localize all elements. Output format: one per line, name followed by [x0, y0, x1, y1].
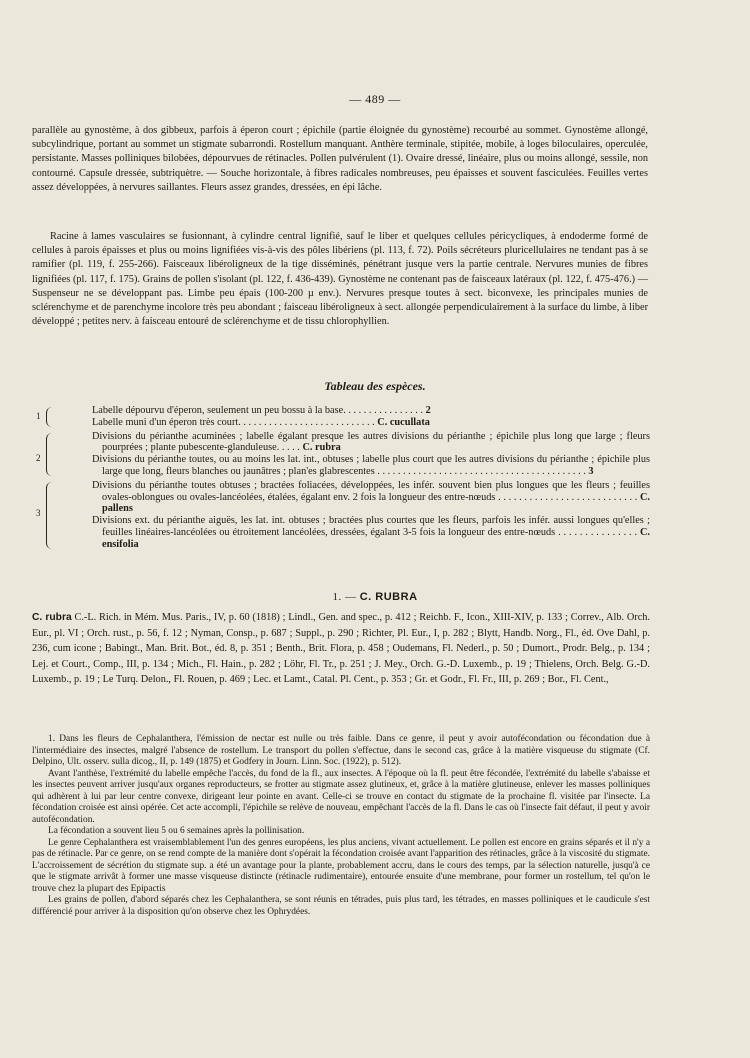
- key-group-1: [30, 405, 650, 429]
- intro-paragraph-2: Racine à lames vasculaires se fusionnant, à cylindre central lignifié, sauf le liber et quelques cellules péricycliques, à endoderme formé de cellules à parois épaisses et plus ou moins lignifiées vis-à-vis des pôles libériens (pl. 113, f. 72). Poils sécréteurs pluricellulaires ne tendant pas à se ramifier (pl. 119, f. 255-266). Faisceaux libéroligneux de la tige disséminés, pénétrant jusque vers la partie centrale. Nervures munies de fibres lignifiées (pl. 117, f. 175). Grains de pollen s'isolant (pl. 122, f. 436-439). Gynostème ne contenant pas de faisceaux latéraux (pl. 122, f. 475-476.) — Suspenseur ne se développant pas. Limbe peu épais (100-200 µ env.). Nervures presque toutes à sect. biconvexe, les principales munies de sclérenchyme et de parenchyme incolore très peu abondant ; faisceau libéroligneux à sect. allongée perpendiculairement à la surface du limbe, à liber développé ; petites nerv. à faisceau entouré de sclérenchyme et de tissu chlorophyllien.: [32, 231, 648, 328]
- key-group-3: [30, 480, 650, 551]
- footnote-paragraph: 1. Dans les fleurs de Cephalanthera, l'émission de nectar est nulle ou très faible. Dans ce genre, il peut y avoir autofécondation ou fécondation due à l'intermédiaire des insectes, malgré l'absence de rostellum. Le transport du pollen s'effectue, dans le second cas, grâce à la matière visqueuse du stigmate (Cf. Delpino, Ult. osserv. sulla dicog., II, p. 149 (1875) et Godfery in Journ. Linn. Soc. (1922), p. 512).: [32, 734, 650, 767]
- key-entry-result: C. rubra: [302, 442, 341, 454]
- key-brace: [46, 433, 55, 476]
- key-group-number: 3: [36, 507, 41, 518]
- key-entry-text: Divisions du périanthe toutes obtuses ; bractées foliacées, développées, les infér. souvent bien plus longues que les fleurs ; feuilles ovales-oblongues ou ovales-lancéolées, étalées, égalant env. 2 fois la longueur des entre-nœuds . . . . . . . . . . . . . . . . . . . . . . . . . . .: [92, 479, 650, 503]
- key-entry-text: Divisions ext. du périanthe aiguës, les lat. int. obtuses ; bractées plus courtes que les fleurs, parfois les infér. aussi longues qu'elles ; feuilles linéaires-lancéolées ou étroitement lancéolées, dressées, égalant 3-5 fois la longueur des entre-nœuds . . . . . . . . . . . . . . .: [92, 515, 650, 538]
- key-entry-result: 3: [588, 465, 594, 477]
- section-title: [0, 591, 750, 603]
- key-entry-result: C. pallens: [102, 491, 650, 515]
- key-group-number: 2: [36, 452, 41, 463]
- key-entry: [92, 515, 650, 550]
- footnote-paragraph: Les grains de pollen, d'abord séparés chez les Cephalanthera, se sont réunis en tétrades, puis plus tard, les tétrades, en masses polliniques et le caudicule s'est différencié pour arriver à la disposition qu'on observe chez les Ophrydées.: [32, 895, 650, 917]
- key-entry-text: Divisions du périanthe acuminées ; labelle égalant presque les autres divisions du périanthe ; épichile plus long que large ; fleurs pourprées ; plante pubescente-glanduleuse. . . . .: [92, 430, 650, 454]
- key-entry-text: Labelle dépourvu d'éperon, seulement un peu bossu à la base. . . . . . . . . . . . . . . .: [92, 405, 426, 416]
- footnote-paragraph: Avant l'anthèse, l'extrémité du labelle empêche l'accès, du fond de la fl., aux insectes. A l'époque où la fl. peut être fécondée, l'extrémité du labelle s'abaisse et les insectes peuvent arriver jusqu'aux organes reproducteurs, se frotter au stigmate assez glutineux, et, grâce à la matière glutineuse, enlever les masses polliniques qui adhèrent à lui par leur centre convexe, dirigeant leur pointe en avant. Celle-ci se trouve en contact du stigmate de la prochaine fl. visitée par l'insecte. La fécondation croisée est ainsi opérée. Cet acte accompli, l'épichile se relève de nouveau, empêchant l'accès de la fl. Dans le cas où l'insecte fait défaut, il peut y avoir autofécondation.: [32, 768, 650, 825]
- key-entry-result: C. ensifolia: [102, 526, 650, 550]
- species-key: [30, 405, 650, 553]
- species-name: C. rubra: [32, 612, 72, 623]
- key-entry: [92, 480, 650, 515]
- key-entry: [92, 454, 650, 478]
- key-group-number: 1: [36, 411, 41, 421]
- footnote-paragraph: Le genre Cephalanthera est vraisemblablement l'un des genres européens, les plus anciens, vivant actuellement. Le pollen est encore en grains séparés et il n'y a pas de rétinacle. Par ce genre, on se rend compte de la manière dont s'opérait la fécondation croisée avant l'apparition des rétinacles, grâce à la viscosité du stigmate. L'accroissement de sécrétion du stigmate sup. a été un avantage pour la plante, probablement accru, dans le cours des temps, par la sélection naturelle, jusqu'à ce que le stigmate arrivât à former une masse visqueuse distincte (rétinacle rudimentaire), entourée ensuite d'une membrane, pour former un rostellum, tel qu'on le trouve chez la plupart des Epipactis: [32, 837, 650, 894]
- tableau-title: Tableau des espèces.: [324, 379, 426, 393]
- footnotes: [32, 734, 650, 918]
- intro-paragraph-1: parallèle au gynostème, à dos gibbeux, parfois à éperon court ; épichile (partie éloignée du gynostème) recourbé au sommet. Gynostème allongé, subcylindrique, portant au sommet un stigmate subarrondi. Rostellum manquant. Anthère terminale, stipitée, mobile, à loges biloculaires, operculée, persistante. Masses polliniques bilobées, dépourvues de rétinacles. Pollen pulvérulent (1). Ovaire dressé, linéaire, plus ou moins allongé, sessile, non contourné. Capsule dressée, subtriquètre. — Souche horizontale, à fibres radicales nombreuses, peu épaisses et souvent fasciculées. Feuilles vertes assez développées, à nervures saillantes. Fleurs assez grandes, dressées, en épi lâche.: [32, 125, 648, 193]
- key-entry-result: 2: [425, 405, 431, 416]
- key-entry-result: C. cucullata: [377, 416, 430, 428]
- key-group-2: [30, 431, 650, 478]
- key-entry: [92, 417, 650, 429]
- key-entry-text: Divisions du périanthe toutes, ou au moins les lat. int., obtuses ; labelle plus court que les autres divisions du périanthe ; épichile plus large que long, fleurs blanches ou jaunâtres ; plan'es glabrescentes . . . . . . . . . . . . . . . . . . . . . . . . . . . . . . . . . . . . . . . . .: [92, 454, 650, 477]
- references-text: C.-L. Rich. in Mém. Mus. Paris., IV, p. 60 (1818) ; Lindl., Gen. and spec., p. 412 ; Reichb. F., Icon., XIII-XIV, p. 133 ; Correv., Alb. Orch. Eur., pl. VI ; Orch. rust., p. 56, f. 12 ; Nyman, Consp., p. 687 ; Suppl., p. 290 ; Richter, Pl. Eur., I, p. 282 ; Blytt, Handb. Norg., Fl., éd. Ove Dahl, p. 236, cum icone ; Babingt., Man. Brit. Bot., éd. 8, p. 351 ; Benth., Brit. Flora, p. 458 ; Oudemans, Fl. Nederl., p. 50 ; Dumort., Prodr. Belg., p. 134 ; Lej. et Court., Comp., III, p. 134 ; Mich., Fl. Hain., p. 282 ; Löhr, Fl. Tr., p. 251 ; J. Mey., Orch. G.-D. Luxemb., p. 19 ; Thielens, Orch. Belg. G.-D. Luxemb., p. 19 ; Le Turq. Delon., Fl. Rouen, p. 469 ; Lec. et Lamt., Catal. Pl. Cent., p. 353 ; Gr. et Godr., Fl. Fr., III, p. 269 ; Bor., Fl. Cent.,: [32, 612, 650, 685]
- key-brace: [46, 482, 55, 549]
- section-number: 1. —: [332, 591, 357, 603]
- footnote-paragraph: La fécondation a souvent lieu 5 ou 6 semaines après la pollinisation.: [48, 826, 305, 836]
- key-entry-text: Labelle muni d'un éperon très court. . . . . . . . . . . . . . . . . . . . . . . . . . .: [92, 416, 378, 428]
- section-species-name: C. RUBRA: [359, 591, 418, 603]
- page-number: — 489 —: [349, 92, 401, 106]
- key-entry: [92, 405, 650, 417]
- key-entry: [92, 431, 650, 455]
- key-brace: [46, 407, 55, 427]
- bibliographic-references: [32, 610, 650, 688]
